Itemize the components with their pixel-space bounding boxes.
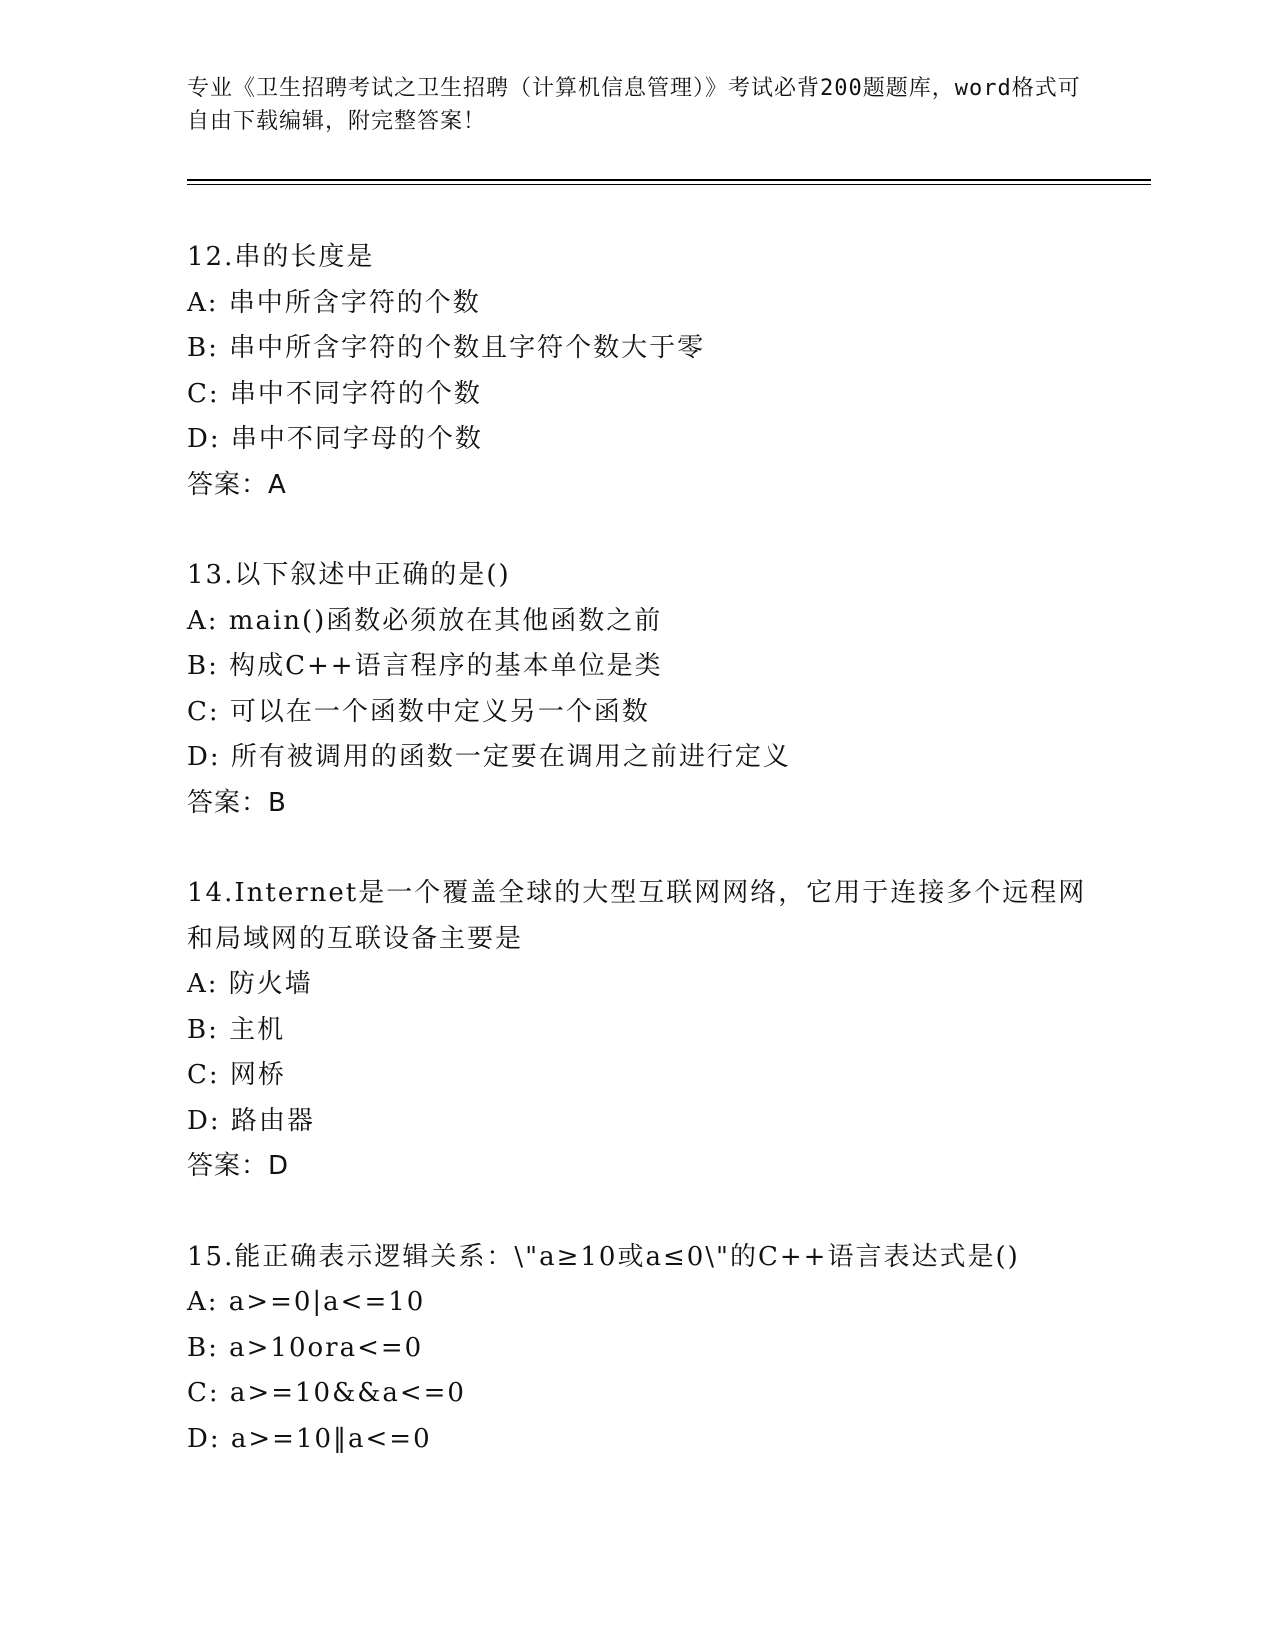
question-list [187,235,1087,1507]
option-b: B: 主机 [187,1014,286,1045]
option-a: A: main()函数必须放在其他函数之前 [187,605,663,636]
option-b: B: 串中所含字符的个数且字符个数大于零 [187,333,706,363]
answer-label: 答案：A [187,469,287,500]
question-stem: 15.能正确表示逻辑关系：\"a≥10或a≤0\"的C++语言表达式是() [187,1241,1020,1272]
option-a: A: 防火墙 [187,969,313,999]
option-d: D: 串中不同字母的个数 [187,424,483,454]
option-b: B: a>10ora<=0 [187,1332,424,1363]
document-header: 专业《卫生招聘考试之卫生招聘（计算机信息管理）》考试必背200题题库，word格式可自由下载编辑，附完整答案！ [187,76,1081,134]
answer-label: 答案：D [187,1151,290,1181]
question-stem: 14.Internet是一个覆盖全球的大型互联网网络，它用于连接多个远程网和局域网的互联设备主要是 [187,878,1087,954]
question-12 [187,235,1087,508]
question-15 [187,1235,1087,1463]
option-a: A: 串中所含字符的个数 [187,287,481,318]
option-d: D: 路由器 [187,1105,315,1136]
header-rule-thin [187,184,1151,185]
option-c: C: a>=10&&a<=0 [187,1378,466,1408]
question-stem: 13.以下叙述中正确的是() [187,560,511,590]
option-c: C: 网桥 [187,1060,286,1090]
question-14 [187,871,1087,1190]
option-d: D: 所有被调用的函数一定要在调用之前进行定义 [187,742,791,772]
option-c: C: 串中不同字符的个数 [187,378,482,409]
option-d: D: a>=10‖a<=0 [187,1423,432,1454]
header-rule-thick [187,179,1151,181]
option-c: C: 可以在一个函数中定义另一个函数 [187,696,650,727]
question-13 [187,553,1087,826]
question-stem: 12.串的长度是 [187,242,375,272]
option-b: B: 构成C++语言程序的基本单位是类 [187,651,663,681]
option-a: A: a>=0|a<=10 [187,1287,426,1317]
answer-label: 答案：B [187,787,287,818]
